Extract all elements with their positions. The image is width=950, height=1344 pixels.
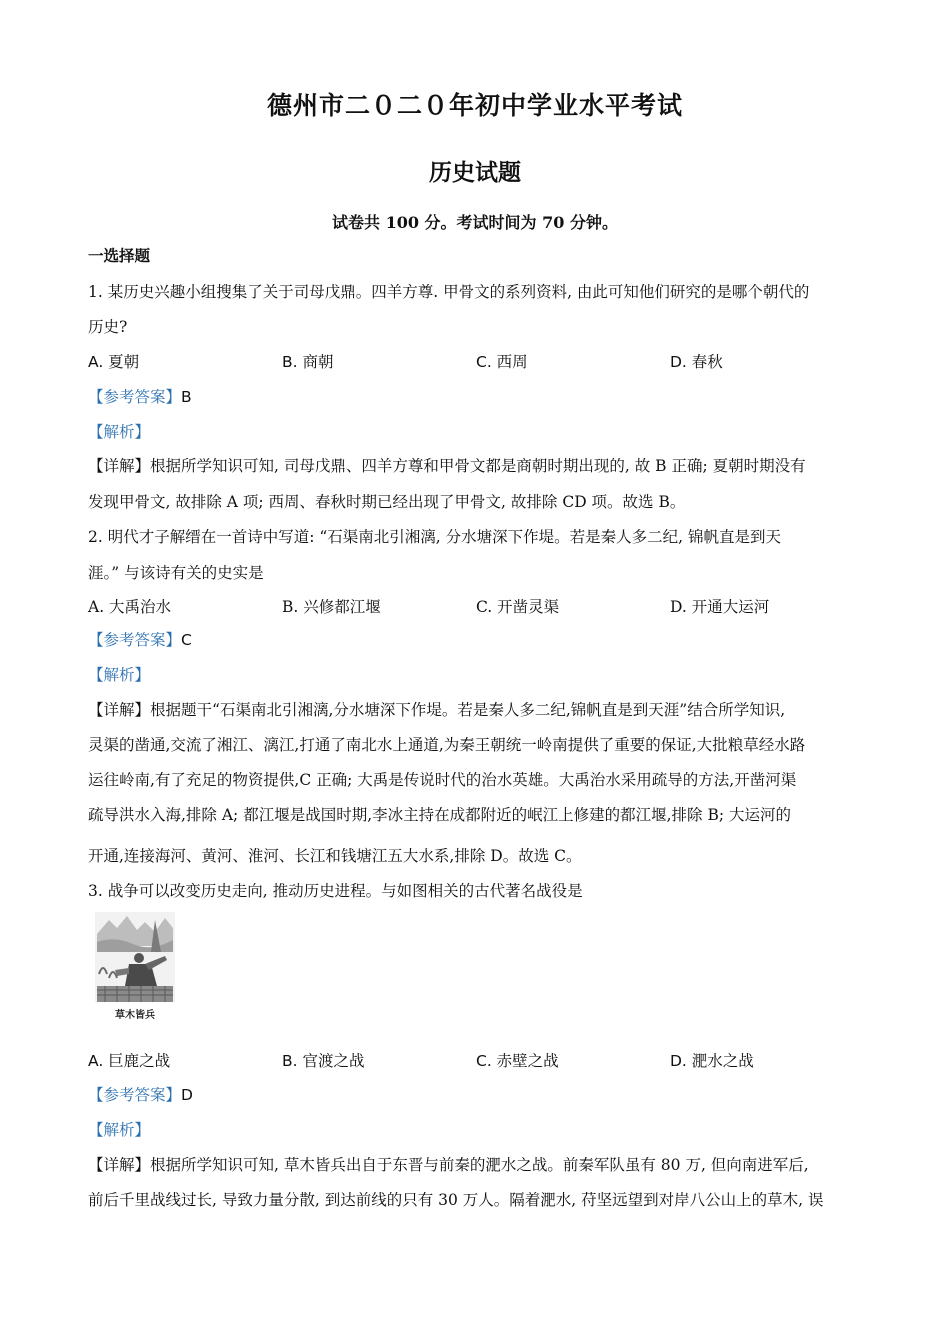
detail-label: 【详解】 (88, 701, 151, 719)
exam-title: 德州市二０二０年初中学业水平考试 (266, 91, 683, 120)
q1-option-c: C. 西周 (476, 353, 528, 371)
q1-detail-line2: 发现甲骨文, 故排除 A 项; 西周、春秋时期已经出现了甲骨文, 故排除 CD 项。故选 B。 (88, 493, 686, 511)
q3-analysis-label: 【解析】 (88, 1121, 151, 1139)
q1-analysis-label: 【解析】 (88, 423, 151, 441)
q3-detail-line2: 前后千里战线过长, 导致力量分散, 到达前线的只有 30 万人。隔着淝水, 苻坚远望到对岸八公山上的草木, 误 (88, 1191, 824, 1209)
q1-option-d: D. 春秋 (670, 353, 723, 371)
exam-info: 试卷共 100 分。考试时间为 70 分钟。 (332, 213, 618, 232)
q1-detail-line1 (88, 454, 806, 476)
illustration-caption: 草木皆兵 (115, 1010, 155, 1021)
exam-subtitle: 历史试题 (429, 160, 521, 186)
illustration-drawing (95, 912, 175, 1024)
q2-option-c: C. 开凿灵渠 (476, 598, 560, 616)
q2-detail-line1 (88, 698, 785, 720)
q2-stem-line2: 涯。” 与该诗有关的史实是 (88, 564, 264, 582)
q2-detail-line5: 开通,连接海河、黄河、淮河、长江和钱塘江五大水系,排除 D。故选 C。 (88, 847, 582, 865)
answer-label: 【参考答案】 (88, 631, 182, 649)
q2-detail-line4: 疏导洪水入海,排除 A; 都江堰是战国时期,李冰主持在成都附近的岷江上修建的都江堰,排除 B; 大运河的 (88, 806, 792, 824)
detail-text: 根据题干“石渠南北引湘漓,分水塘深下作堤。若是秦人多二纪,锦帆直是到天涯”结合所学知识, (150, 701, 786, 719)
answer-value: D (181, 1086, 193, 1104)
q3-stem-line1: 3. 战争可以改变历史走向, 推动历史进程。与如图相关的古代著名战役是 (88, 882, 583, 900)
detail-label: 【详解】 (88, 457, 151, 475)
q3-detail-line1 (88, 1153, 809, 1175)
q2-answer (88, 628, 192, 650)
q2-option-a: A. 大禹治水 (88, 598, 172, 616)
q1-option-a: A. 夏朝 (88, 353, 140, 371)
answer-label: 【参考答案】 (88, 1086, 182, 1104)
q3-option-b: B. 官渡之战 (282, 1052, 365, 1070)
q2-detail-line2: 灵渠的凿通,交流了湘江、漓江,打通了南北水上通道,为秦王朝统一岭南提供了重要的保证,大批粮草经水路 (88, 736, 806, 754)
q2-analysis-label: 【解析】 (88, 666, 151, 684)
q1-stem-line1: 1. 某历史兴趣小组搜集了关于司母戊鼎。四羊方尊. 甲骨文的系列资料, 由此可知他们研究的是哪个朝代的 (88, 283, 810, 301)
detail-text: 根据所学知识可知, 司母戊鼎、四羊方尊和甲骨文都是商朝时期出现的, 故 B 正确; 夏朝时期没有 (150, 457, 806, 475)
section-heading: 一选择题 (88, 246, 151, 265)
q3-option-a: A. 巨鹿之战 (88, 1052, 171, 1070)
q2-detail-line3: 运往岭南,有了充足的物资提供,C 正确; 大禹是传说时代的治水英雄。大禹治水采用疏导的方法,开凿河渠 (88, 771, 797, 789)
detail-label: 【详解】 (88, 1156, 151, 1174)
q2-option-b: B. 兴修都江堰 (282, 598, 381, 616)
q2-option-d: D. 开通大运河 (670, 598, 770, 616)
q1-stem-line2: 历史? (88, 318, 128, 336)
q1-option-b: B. 商朝 (282, 353, 334, 371)
q1-answer (88, 385, 192, 407)
detail-text: 根据所学知识可知, 草木皆兵出自于东晋与前秦的淝水之战。前秦军队虽有 80 万, 但向南进军后, (150, 1156, 809, 1174)
q3-option-c: C. 赤壁之战 (476, 1052, 559, 1070)
q3-option-d: D. 淝水之战 (670, 1052, 754, 1070)
answer-label: 【参考答案】 (88, 388, 182, 406)
q3-answer (88, 1083, 193, 1105)
answer-value: B (181, 388, 192, 406)
q2-stem-line1: 2. 明代才子解缙在一首诗中写道: “石渠南北引湘漓, 分水塘深下作堤。若是秦人多二纪, 锦帆直是到天 (88, 528, 781, 546)
answer-value: C (181, 631, 192, 649)
cao-mu-jie-bing-illustration (95, 912, 175, 1024)
